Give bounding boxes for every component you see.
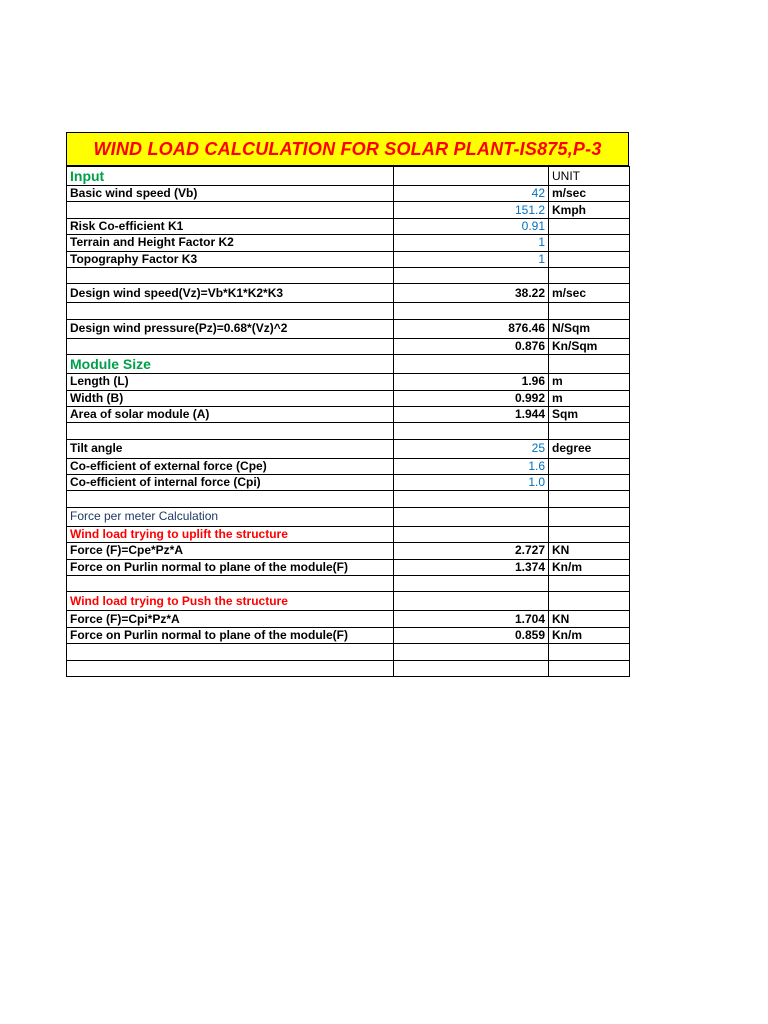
row-unit: KN (549, 543, 630, 559)
row-unit: Sqm (549, 406, 630, 422)
cell (549, 644, 630, 660)
row-value: 1.944 (394, 406, 549, 422)
force-calc-header: Force per meter Calculation (67, 507, 394, 526)
input-header: Input (67, 167, 394, 186)
cell (549, 251, 630, 267)
cell (394, 592, 549, 611)
table-row (67, 491, 630, 507)
row-unit: m (549, 374, 630, 390)
table-row (67, 439, 630, 458)
cell (67, 660, 394, 676)
table-row (67, 167, 630, 186)
row-value: 0.91 (394, 218, 549, 234)
cell (549, 423, 630, 439)
row-unit: Kn/Sqm (549, 338, 630, 354)
row-label: Basic wind speed (Vb) (67, 186, 394, 202)
cell (394, 303, 549, 319)
row-value: 0.859 (394, 627, 549, 643)
row-label: Risk Co-efficient K1 (67, 218, 394, 234)
table-row (67, 526, 630, 542)
cell (67, 423, 394, 439)
cell (549, 507, 630, 526)
row-label: Co-efficient of external force (Cpe) (67, 458, 394, 474)
row-unit: Kn/m (549, 559, 630, 575)
table-row (67, 355, 630, 374)
table-row (67, 267, 630, 283)
table-row (67, 423, 630, 439)
table-row (67, 338, 630, 354)
unit-header: UNIT (549, 167, 630, 186)
cell (394, 355, 549, 374)
title-row (66, 132, 629, 166)
table-row (67, 251, 630, 267)
table-row (67, 559, 630, 575)
cell (549, 526, 630, 542)
row-value: 2.727 (394, 543, 549, 559)
table-row (67, 390, 630, 406)
row-unit: N/Sqm (549, 319, 630, 338)
row-value: 876.46 (394, 319, 549, 338)
cell (394, 644, 549, 660)
row-value: 1.96 (394, 374, 549, 390)
row-label: Co-efficient of internal force (Cpi) (67, 475, 394, 491)
cell (549, 355, 630, 374)
table-row (67, 627, 630, 643)
cell (549, 491, 630, 507)
row-value: 1 (394, 251, 549, 267)
cell (394, 267, 549, 283)
cell (394, 507, 549, 526)
row-label: Width (B) (67, 390, 394, 406)
calc-table (66, 166, 630, 677)
cell (67, 338, 394, 354)
table-row (67, 406, 630, 422)
sheet-title: WIND LOAD CALCULATION FOR SOLAR PLANT-IS875,P-3 (93, 138, 602, 159)
spreadsheet (66, 132, 629, 677)
row-value: 1.374 (394, 559, 549, 575)
cell (67, 491, 394, 507)
cell (549, 303, 630, 319)
cell (67, 303, 394, 319)
table-row (67, 218, 630, 234)
cell (394, 576, 549, 592)
row-value: 1 (394, 235, 549, 251)
table-row (67, 284, 630, 303)
cell (67, 576, 394, 592)
module-size-header: Module Size (67, 355, 394, 374)
cell (549, 475, 630, 491)
row-unit: Kn/m (549, 627, 630, 643)
cell (394, 660, 549, 676)
row-value: 0.992 (394, 390, 549, 406)
row-label: Force on Purlin normal to plane of the module(F) (67, 559, 394, 575)
row-value: 0.876 (394, 338, 549, 354)
row-label: Design wind speed(Vz)=Vb*K1*K2*K3 (67, 284, 394, 303)
row-value: 151.2 (394, 202, 549, 218)
table-row (67, 644, 630, 660)
table-row (67, 543, 630, 559)
row-unit: degree (549, 439, 630, 458)
row-value: 25 (394, 439, 549, 458)
row-value: 38.22 (394, 284, 549, 303)
uplift-header: Wind load trying to uplift the structure (67, 526, 394, 542)
table-row (67, 475, 630, 491)
cell (67, 644, 394, 660)
table-row (67, 202, 630, 218)
cell (394, 526, 549, 542)
row-label: Design wind pressure(Pz)=0.68*(Vz)^2 (67, 319, 394, 338)
table-row (67, 592, 630, 611)
cell (549, 660, 630, 676)
push-header: Wind load trying to Push the structure (67, 592, 394, 611)
row-unit: m (549, 390, 630, 406)
table-row (67, 235, 630, 251)
row-label: Topography Factor K3 (67, 251, 394, 267)
cell (67, 267, 394, 283)
row-label: Tilt angle (67, 439, 394, 458)
row-value: 42 (394, 186, 549, 202)
row-label: Force (F)=Cpe*Pz*A (67, 543, 394, 559)
table-row (67, 576, 630, 592)
row-label: Force (F)=Cpi*Pz*A (67, 611, 394, 627)
table-row (67, 458, 630, 474)
cell (549, 218, 630, 234)
table-row (67, 660, 630, 676)
cell (549, 458, 630, 474)
cell (394, 423, 549, 439)
table-row (67, 319, 630, 338)
cell (394, 491, 549, 507)
row-unit: KN (549, 611, 630, 627)
row-value: 1.0 (394, 475, 549, 491)
table-row (67, 303, 630, 319)
row-label: Length (L) (67, 374, 394, 390)
row-unit: Kmph (549, 202, 630, 218)
table-row (67, 507, 630, 526)
table-row (67, 374, 630, 390)
cell (549, 576, 630, 592)
row-label: Area of solar module (A) (67, 406, 394, 422)
row-label: Force on Purlin normal to plane of the module(F) (67, 627, 394, 643)
cell (549, 592, 630, 611)
row-value: 1.6 (394, 458, 549, 474)
cell (549, 267, 630, 283)
table-row (67, 611, 630, 627)
cell (67, 202, 394, 218)
row-unit: m/sec (549, 186, 630, 202)
row-label: Terrain and Height Factor K2 (67, 235, 394, 251)
cell (394, 167, 549, 186)
row-value: 1.704 (394, 611, 549, 627)
row-unit: m/sec (549, 284, 630, 303)
table-row (67, 186, 630, 202)
cell (549, 235, 630, 251)
